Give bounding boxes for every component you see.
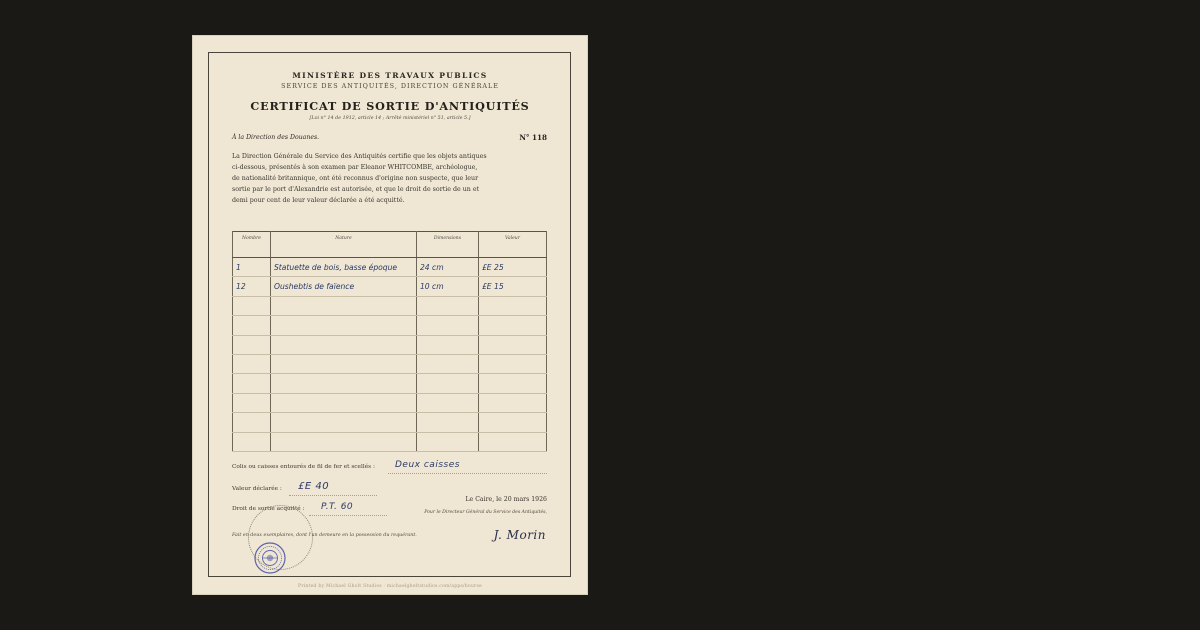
cell-valeur: £E 25 — [478, 258, 546, 277]
cell-dimensions — [416, 335, 478, 354]
cell-nature — [270, 335, 416, 354]
cell-nombre: 12 — [233, 277, 271, 296]
cell-nature — [270, 374, 416, 393]
cell-nature — [270, 393, 416, 412]
cell-nature — [270, 413, 416, 432]
cell-dimensions — [416, 432, 478, 451]
colis-label: Colis ou caisses entourés de fil de fer et scellés : — [232, 464, 375, 470]
ministry-heading: MINISTÈRE DES TRAVAUX PUBLICS — [292, 71, 488, 80]
cell-nombre — [233, 354, 271, 373]
cell-nature — [270, 354, 416, 373]
cell-nombre — [233, 374, 271, 393]
table-row — [233, 258, 547, 277]
table-row — [233, 335, 547, 354]
valeur-label: Valeur déclarée : — [232, 486, 282, 492]
official-seal-icon — [254, 542, 286, 574]
droit-value: P.T. 60 — [321, 502, 354, 512]
certificate-document — [192, 35, 588, 595]
certificate-title: CERTIFICAT DE SORTIE D'ANTIQUITÉS — [250, 99, 530, 113]
cell-dimensions — [416, 354, 478, 373]
cell-valeur — [478, 374, 546, 393]
law-reference: [Loi n° 14 de 1912, article 14 ; Arrêté ministériel n° 51, article 5.] — [309, 116, 471, 121]
table-row — [233, 374, 547, 393]
certificate-number: N° 118 — [519, 133, 547, 142]
director-line: Pour le Directeur Général du Service des Antiquités, — [424, 510, 547, 515]
cell-dimensions — [416, 374, 478, 393]
cell-dimensions — [416, 393, 478, 412]
service-heading: SERVICE DES ANTIQUITÉS, DIRECTION GÉNÉRALE — [281, 82, 499, 90]
cell-nature: Statuette de bois, basse époque — [270, 258, 416, 277]
header-nombre: Nombre — [233, 232, 271, 258]
cell-nature: Oushebtis de faïence — [270, 277, 416, 296]
table-row — [233, 296, 547, 315]
table-row — [233, 277, 547, 296]
director-signature: J. Morin — [493, 528, 546, 542]
colis-dotted-line — [388, 473, 547, 474]
antiquities-table — [232, 231, 547, 452]
cell-nombre — [233, 296, 271, 315]
cell-dimensions — [416, 296, 478, 315]
cell-valeur — [478, 335, 546, 354]
cell-dimensions — [416, 413, 478, 432]
cell-nature — [270, 296, 416, 315]
cell-nombre: 1 — [233, 258, 271, 277]
cell-nombre — [233, 432, 271, 451]
cell-dimensions — [416, 316, 478, 335]
cell-valeur — [478, 296, 546, 315]
exemplaires-note: Fait en deux exemplaires, dont l'un demeure en la possession du requérant. — [232, 533, 417, 538]
table-row — [233, 432, 547, 451]
cell-valeur — [478, 432, 546, 451]
cell-nature — [270, 432, 416, 451]
cell-valeur — [478, 354, 546, 373]
table-row — [233, 413, 547, 432]
cell-dimensions: 24 cm — [416, 258, 478, 277]
addressee: À la Direction des Douanes. — [232, 134, 320, 141]
table-header-row — [233, 232, 547, 258]
cell-nombre — [233, 393, 271, 412]
cell-nombre — [233, 413, 271, 432]
cell-nombre — [233, 335, 271, 354]
cell-valeur: £E 15 — [478, 277, 546, 296]
header-nature: Nature — [270, 232, 416, 258]
cell-valeur — [478, 316, 546, 335]
cell-dimensions: 10 cm — [416, 277, 478, 296]
droit-dotted-line — [309, 515, 387, 516]
printer-credit: Printed by Michael Gholt Studios · michaelgheltstudios.com/apps/bourse — [298, 584, 482, 589]
valeur-value: £E 40 — [298, 481, 330, 492]
table-row — [233, 393, 547, 412]
cell-nature — [270, 316, 416, 335]
droit-label: Droit de sortie acquitté : — [232, 506, 305, 512]
place-and-date: Le Caire, le 20 mars 1926 — [465, 496, 547, 503]
cell-nombre — [233, 316, 271, 335]
table-row — [233, 316, 547, 335]
header-valeur: Valeur — [478, 232, 546, 258]
colis-value: Deux caisses — [395, 460, 460, 470]
table-row — [233, 354, 547, 373]
certification-text: La Direction Générale du Service des Antiquités certifie que les objets antiques ci-dessous, présentés à son examen par Eleanor WHITCOMBE, archéologue, de nationalité britannique, ont été reconnus d'origine non suspecte, que leur sortie par le port d'Alexandrie est autorisée, et que le droit de sortie de un et demi pour cent de leur valeur déclarée a été acquitté. — [232, 153, 487, 204]
valeur-dotted-line — [289, 495, 377, 496]
header-dimensions: Dimensions — [416, 232, 478, 258]
cell-valeur — [478, 413, 546, 432]
cell-valeur — [478, 393, 546, 412]
